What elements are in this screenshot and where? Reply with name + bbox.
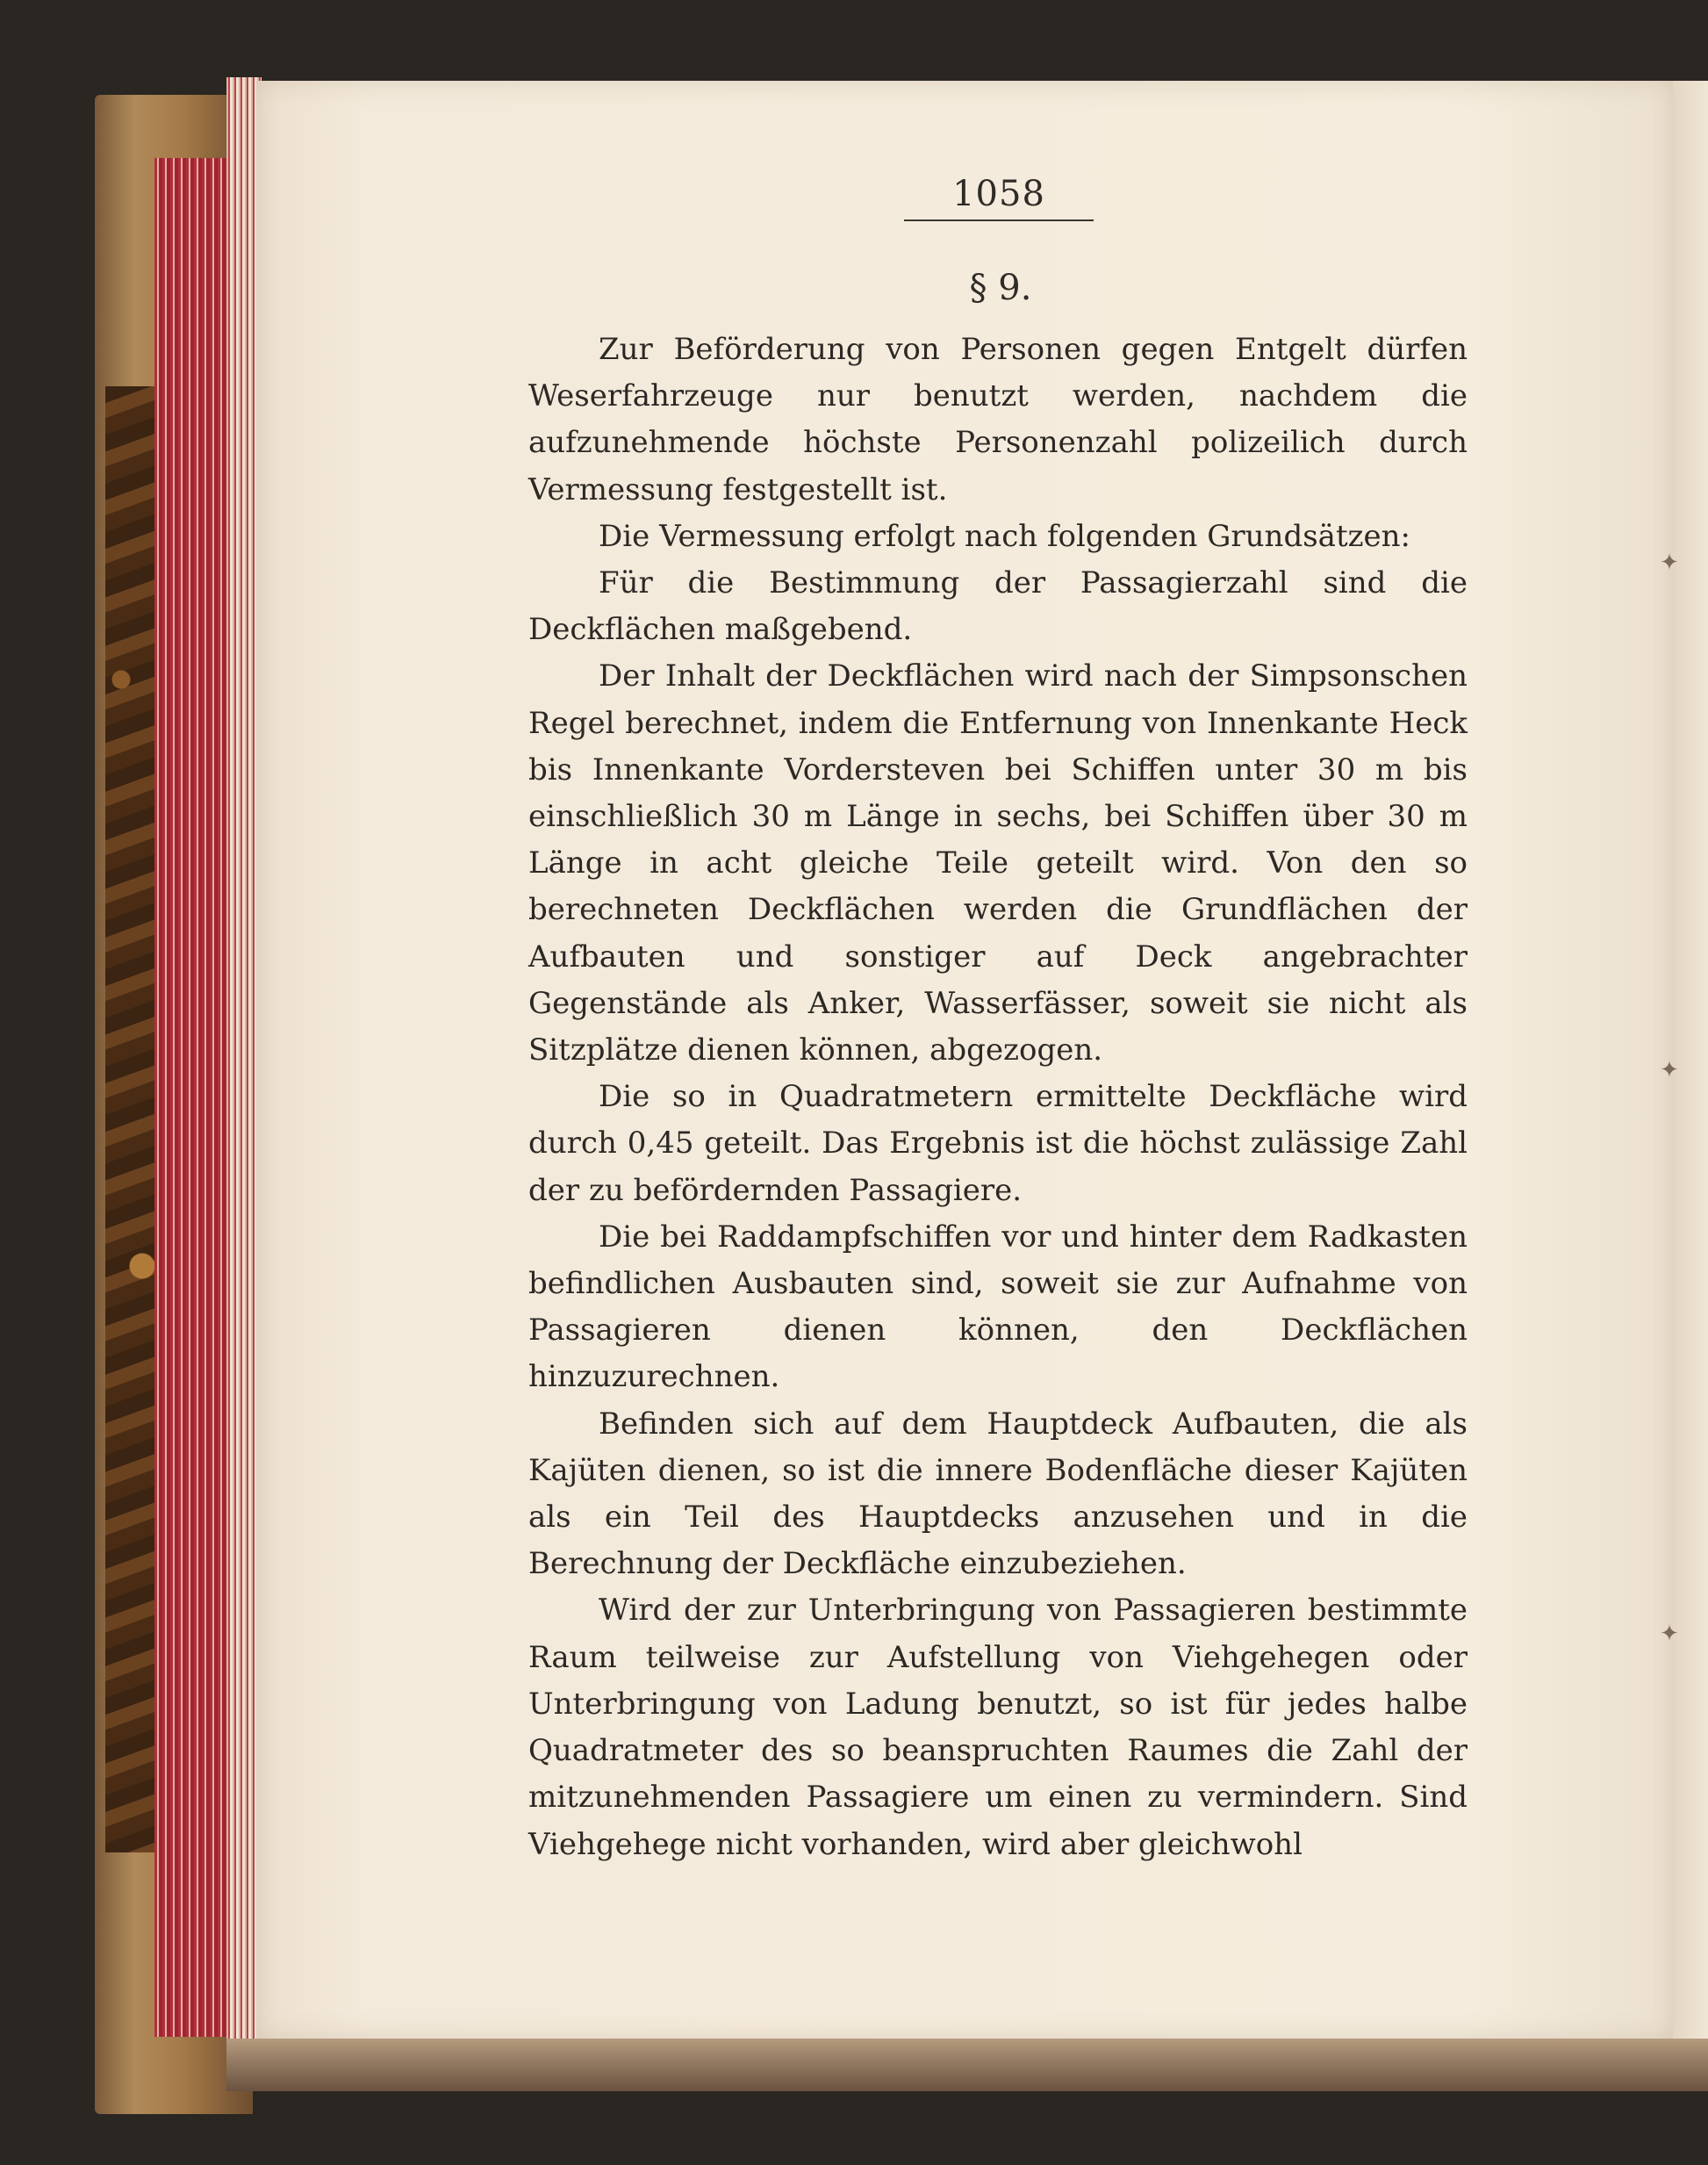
binding-thread-mark: ✦ bbox=[1660, 1621, 1679, 1647]
section-heading: § 9. bbox=[969, 268, 1032, 308]
page-number: 1058 bbox=[952, 174, 1045, 214]
paragraph: Wird der zur Unterbringung von Passagieren bestimmte Raum teilweise zur Aufstellung von Viehgehegen oder Unterbringung von Ladung benutzt, so ist für jedes halbe Quadratmeter des so beanspruchten Raumes die Zahl der mitzunehmenden Passagiere um einen zu vermindern. Sind Viehgehege nicht vorhanden, wird aber gleichwohl bbox=[528, 1593, 1468, 1862]
page-number-rule bbox=[904, 219, 1094, 221]
body-text bbox=[528, 327, 1468, 1868]
book-bottom-edge bbox=[226, 2039, 1708, 2091]
paragraph: Die Vermessung erfolgt nach folgenden Grundsätzen: bbox=[599, 518, 1410, 554]
marbled-spine bbox=[105, 386, 158, 1852]
paragraph: Zur Beförderung von Personen gegen Entgelt dürfen Weserfahrzeuge nur benutzt werden, nachdem die aufzunehmende höchste Personenzahl polizeilich durch Vermessung festgestellt ist. bbox=[528, 332, 1468, 507]
red-page-edges bbox=[154, 158, 233, 2037]
binding-thread-mark: ✦ bbox=[1660, 550, 1679, 576]
binding-thread-mark: ✦ bbox=[1660, 1057, 1679, 1083]
paragraph: Die bei Raddampfschiffen vor und hinter dem Radkasten befindlichen Ausbauten sind, soweit sie zur Aufnahme von Passagieren dienen können, den Deckflächen hinzuzurechnen. bbox=[528, 1219, 1468, 1395]
paragraph: Der Inhalt der Deckflächen wird nach der Simpsonschen Regel berechnet, indem die Entfernung von Innenkante Heck bis Innenkante Vordersteven bei Schiffen unter 30 m bis einschließlich 30 m Länge in sechs, bei Schiffen über 30 m Länge in acht gleiche Teile geteilt wird. Von den so berechneten Deckflächen werden die Grundflächen der Aufbauten und sonstiger auf Deck angebrachter Gegenstände als Anker, Wasserfässer, soweit sie nicht als Sitzplätze dienen können, abgezogen. bbox=[528, 658, 1468, 1068]
paragraph: Für die Bestimmung der Passagierzahl sind die Deckflächen maßgebend. bbox=[528, 565, 1468, 648]
paragraph: Die so in Quadratmetern ermittelte Deckfläche wird durch 0,45 geteilt. Das Ergebnis ist die höchst zulässige Zahl der zu befördernden Passagiere. bbox=[528, 1079, 1468, 1208]
paragraph: Befinden sich auf dem Hauptdeck Aufbauten, die als Kajüten dienen, so ist die innere Bodenfläche dieser Kajüten als ein Teil des Hauptdecks anzusehen und in die Berechnung der Deckfläche einzubeziehen. bbox=[528, 1406, 1468, 1582]
